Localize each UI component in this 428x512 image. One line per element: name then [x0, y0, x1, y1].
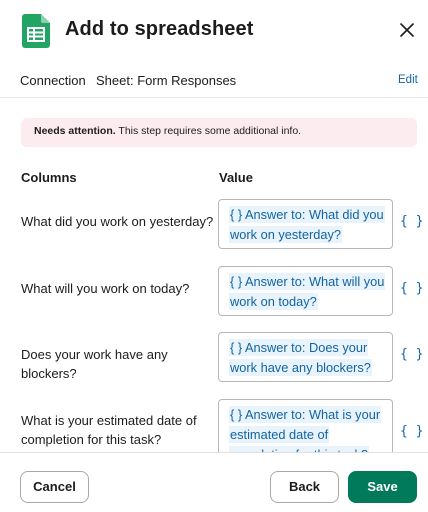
insert-variable-button[interactable]: { }: [400, 281, 424, 296]
close-icon[interactable]: [396, 19, 418, 41]
column-label-completion-date: What is your estimated date of completion for this task?: [21, 413, 197, 447]
cancel-button[interactable]: Cancel: [20, 471, 89, 503]
variable-chip[interactable]: { } Answer to: What is your estimated date of: [229, 406, 381, 463]
insert-variable-button[interactable]: { }: [400, 424, 424, 439]
column-label-yesterday: What did you work on yesterday?: [21, 214, 214, 229]
column-label-today: What will you work on today?: [21, 281, 190, 296]
insert-variable-button[interactable]: { }: [400, 347, 424, 362]
edit-connection-link[interactable]: Edit: [398, 74, 418, 86]
value-field-yesterday[interactable]: [218, 199, 393, 249]
connection-row: [0, 62, 428, 98]
connection-label: Connection: [20, 73, 86, 88]
column-label-blockers: Does your work have any blockers?: [21, 347, 168, 381]
variable-chip[interactable]: { } Answer to: What will you work on today?: [230, 274, 385, 309]
value-header: Value: [219, 170, 253, 185]
insert-variable-button[interactable]: { }: [400, 214, 424, 229]
alert-text: This step requires some additional info.: [115, 125, 302, 137]
needs-attention-alert: [21, 118, 417, 147]
value-field-blockers[interactable]: [218, 332, 393, 382]
variable-chip[interactable]: { } Answer to: What did you work on yesterday?: [230, 207, 384, 242]
columns-header: Columns: [21, 170, 77, 185]
save-button[interactable]: Save: [348, 471, 417, 503]
modal-title: Add to spreadsheet: [65, 18, 254, 40]
connection-value: Sheet: Form Responses: [96, 73, 237, 88]
modal-header: [0, 0, 428, 62]
google-sheets-icon: [22, 14, 50, 48]
variable-chip[interactable]: { } Answer to: Does your work have any blockers?: [230, 340, 371, 375]
alert-strong-text: Needs attention.: [34, 125, 116, 137]
back-button[interactable]: Back: [270, 471, 339, 503]
value-field-today[interactable]: [218, 266, 393, 316]
modal-footer: [0, 452, 428, 512]
